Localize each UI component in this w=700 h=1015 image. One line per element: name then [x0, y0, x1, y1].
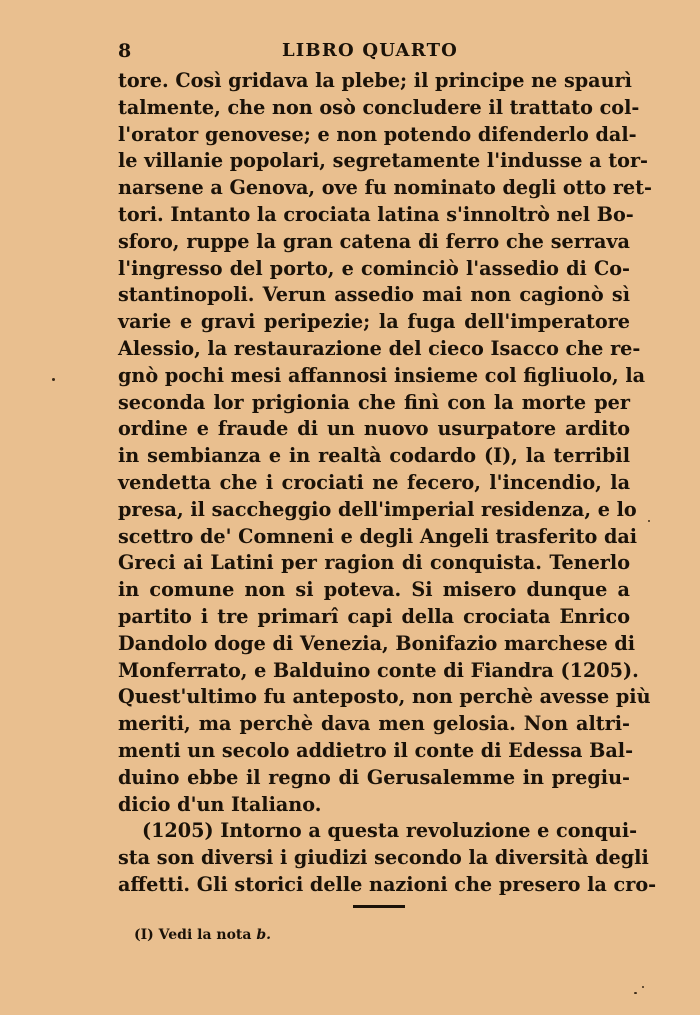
footnote-marker: (I)	[134, 927, 154, 943]
body-text	[118, 68, 657, 899]
page-number: 8	[118, 40, 132, 62]
text-line: Monferrato, e Balduino conte di Fiandra (1205).	[118, 658, 639, 682]
text-line: Greci ai Latini per ragion di conquista. Tenerlo	[118, 551, 630, 575]
page-header	[118, 40, 622, 68]
footnote-letter: b.	[256, 927, 272, 943]
text-line: meriti, ma perchè dava men gelosia. Non altri-	[118, 712, 630, 736]
text-line: tore. Così gridava la plebe; il principe ne spaurì	[118, 69, 632, 92]
text-line: duino ebbe il regno di Gerusalemme in pregiu-	[118, 765, 630, 789]
text-line: in sembianza e in realtà codardo (I), la terribil	[118, 444, 630, 468]
paper-speck	[642, 986, 644, 988]
text-line: le villanie popolari, segretamente l'indusse a tor-	[118, 149, 649, 173]
text-line: sforo, ruppe la gran catena di ferro che serrava	[118, 229, 630, 253]
text-line: (1205) Intorno a questa revoluzione e conqui-	[142, 819, 638, 843]
text-line: talmente, che non osò concludere il trattato col-	[118, 95, 640, 119]
text-line: dicio d'un Italiano.	[118, 792, 322, 816]
running-title: LIBRO QUARTO	[281, 40, 459, 61]
text-line: menti un secolo addietro il conte di Edessa Bal-	[118, 738, 634, 762]
text-line: l'ingresso del porto, e cominciò l'assedio di Co-	[118, 256, 630, 280]
text-line: vendetta che i crociati ne fecero, l'incendio, la	[118, 470, 630, 494]
text-line: Alessio, la restaurazione del cieco Isacco che re-	[118, 336, 641, 360]
text-line: stantinopoli. Verun assedio mai non cagionò sì	[118, 283, 630, 307]
footnote-divider	[353, 905, 405, 908]
text-line: affetti. Gli storici delle nazioni che presero la cro-	[118, 872, 657, 896]
text-line: sta son diversi i giudizi secondo la diversità degli	[118, 846, 649, 870]
text-line: presa, il saccheggio dell'imperial residenza, e lo	[118, 497, 637, 521]
text-line: ordine e fraude di un nuovo usurpatore ardito	[118, 417, 630, 441]
paper-speck	[52, 378, 55, 381]
text-line: varie e gravi peripezie; la fuga dell'imperatore	[118, 310, 630, 334]
text-line: l'orator genovese; e non potendo difenderlo dal-	[118, 122, 637, 146]
text-line: seconda lor prigionia che finì con la morte per	[118, 390, 630, 414]
footnote-text: Vedi la nota	[158, 927, 252, 943]
text-line: Dandolo doge di Venezia, Bonifazio marchese di	[118, 631, 636, 655]
paper-speck	[648, 520, 650, 522]
text-line: Quest'ultimo fu anteposto, non perchè avesse più	[118, 685, 651, 709]
text-line: gnò pochi mesi affannosi insieme col figliuolo, la	[118, 363, 646, 387]
footnote	[134, 922, 271, 948]
text-line: in comune non si poteva. Si misero dunque a	[118, 578, 630, 602]
paper-speck	[634, 992, 637, 994]
text-line: tori. Intanto la crociata latina s'innoltrò nel Bo-	[118, 202, 634, 226]
text-line: partito i tre primarî capi della crociata Enrico	[118, 604, 630, 628]
text-line: scettro de' Comneni e degli Angeli trasferito dai	[118, 524, 638, 548]
text-line: narsene a Genova, ove fu nominato degli otto ret-	[118, 176, 652, 200]
